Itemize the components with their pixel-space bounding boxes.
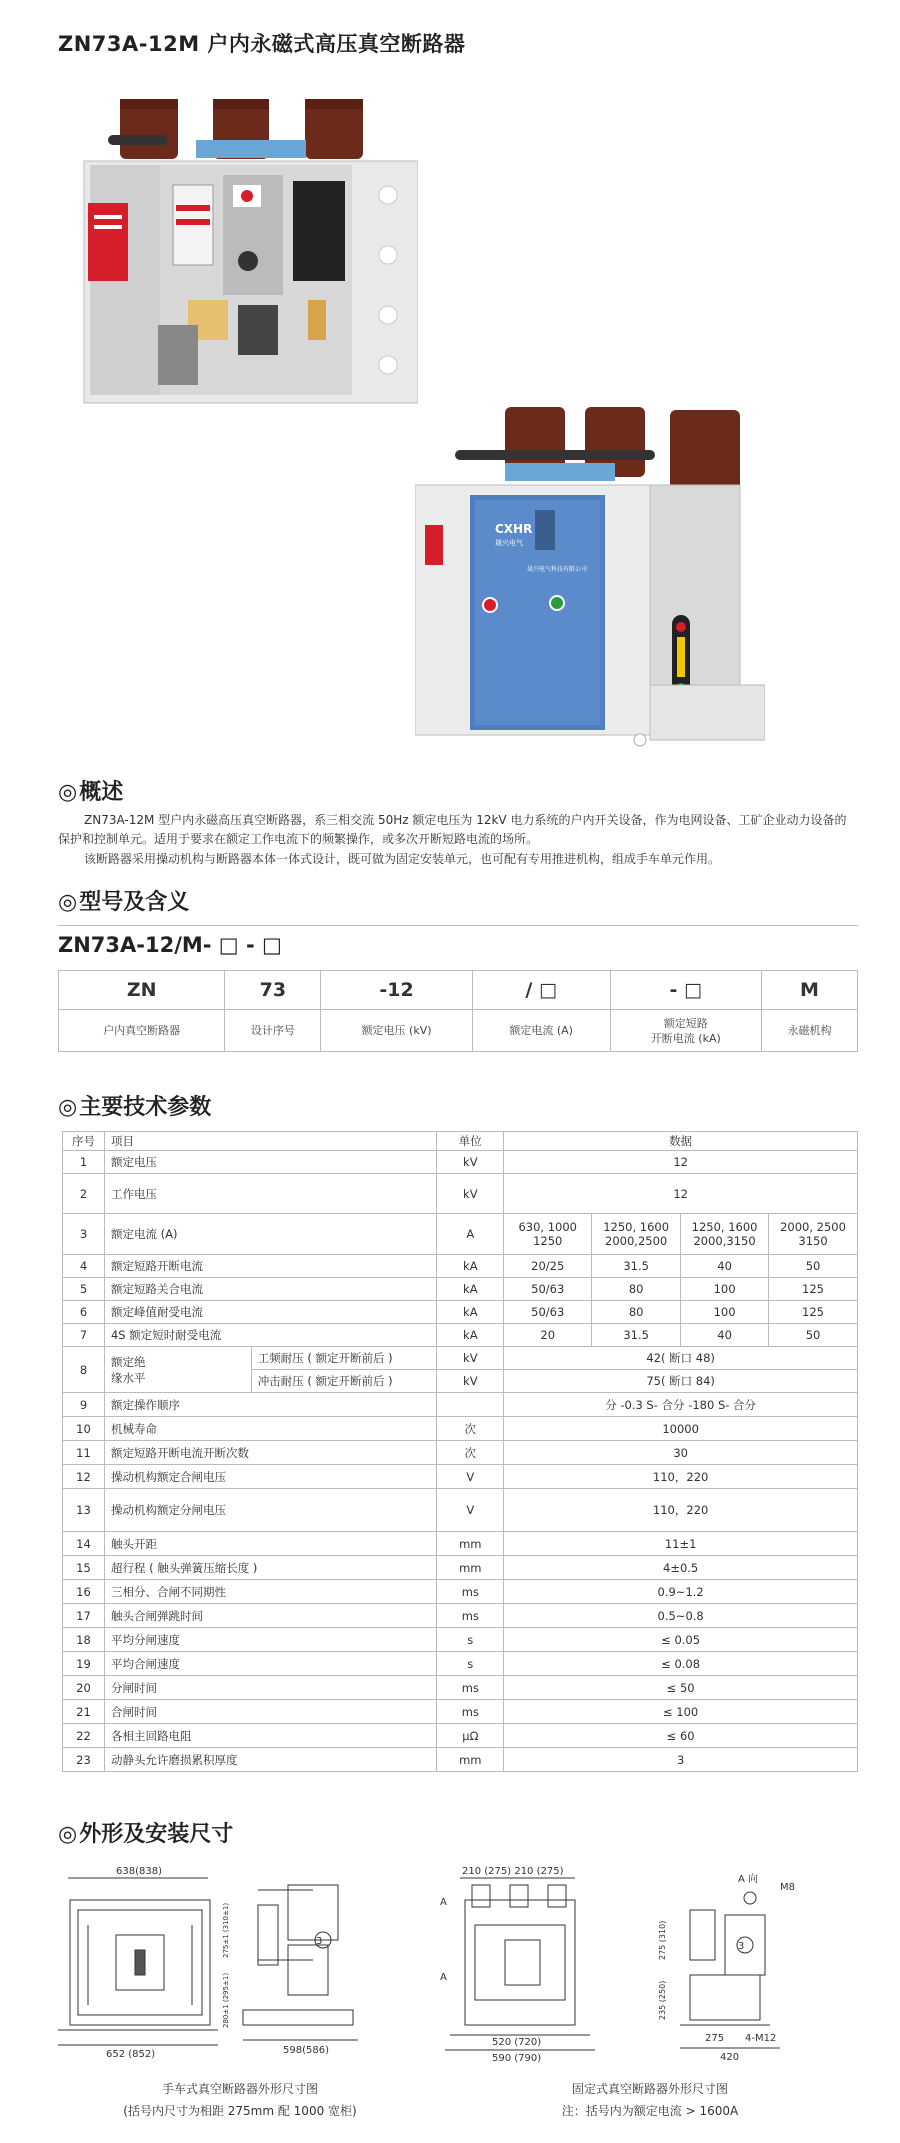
model-code-cell: 73 bbox=[225, 971, 321, 1010]
divider bbox=[58, 925, 858, 926]
table-row: 7 4S 额定短时耐受电流 kA 20 31.5 40 50 bbox=[63, 1324, 858, 1347]
model-meaning-cell: 设计序号 bbox=[225, 1010, 321, 1052]
table-row: 21 合闸时间 ms ≤ 100 bbox=[63, 1700, 858, 1724]
table-row: 16 三相分、合闸不同期性 ms 0.9~1.2 bbox=[63, 1580, 858, 1604]
dimensions-heading bbox=[58, 1817, 233, 1848]
view-label: A 向 bbox=[738, 1874, 759, 1885]
params-heading-text: 主要技术参数 bbox=[79, 1095, 212, 1120]
model-code-cell: / □ bbox=[472, 971, 610, 1010]
bolt-label: 4-M12 bbox=[745, 2033, 777, 2044]
section-mark-icon: ◎ bbox=[58, 890, 78, 915]
front-panel-brand: CXHR bbox=[495, 522, 533, 536]
table-header-row: 序号 项目 单位 数据 bbox=[63, 1132, 858, 1151]
model-heading bbox=[58, 885, 189, 916]
page-title: ZN73A-12M 户内永磁式高压真空断路器 bbox=[58, 32, 466, 56]
model-meaning-cell: 户内真空断路器 bbox=[59, 1010, 225, 1052]
section-mark-icon: ◎ bbox=[58, 780, 78, 805]
label-a-2: A bbox=[440, 1972, 447, 1983]
dim-w2: 590 (790) bbox=[492, 2053, 542, 2064]
table-row: 1 额定电压 kV 12 bbox=[63, 1151, 858, 1174]
overview-paragraph-1: ZN73A-12M 型户内永磁高压真空断路器，系三相交流 50Hz 额定电压为 12kV 电力系统的户内开关设备，作为电网设备、工矿企业动力设备的保护和控制单元。适用于要求在额定工作电流下的频繁操作，或多次开断短路电流的场所。 bbox=[58, 813, 847, 846]
overview-heading bbox=[58, 775, 123, 806]
fixed-caption-note: 注：括号内为额定电流 > 1600A bbox=[561, 2104, 739, 2118]
table-row: 8 额定绝 缘水平 工频耐压 ( 额定开断前后 ) kV 42( 断口 48) bbox=[63, 1347, 858, 1370]
dim-d1: 275 bbox=[705, 2033, 725, 2044]
model-code-cell: -12 bbox=[321, 971, 472, 1010]
model-meaning-cell: 额定电压 (kV) bbox=[321, 1010, 472, 1052]
model-code-cell: ZN bbox=[59, 971, 225, 1010]
dim-h1: 275±1 (310±1) bbox=[222, 1902, 230, 1958]
front-panel-company: 晟兴电气科技有限公司 bbox=[527, 566, 588, 573]
model-meaning-cell: 永磁机构 bbox=[761, 1010, 857, 1052]
overview-paragraph-2: 该断路器采用操动机构与断路器本体一体式设计，既可做为固定安装单元，也可配有专用推进机构，组成手车单元作用。 bbox=[84, 852, 721, 866]
table-row: 20 分闸时间 ms ≤ 50 bbox=[63, 1676, 858, 1700]
handcart-caption: 手车式真空断路器外形尺寸图 bbox=[161, 2082, 318, 2096]
dim-h2: 235 (250) bbox=[658, 1980, 667, 2020]
model-heading-text: 型号及含义 bbox=[79, 890, 190, 915]
product-photo-open-view bbox=[68, 95, 418, 410]
label-3: 3 bbox=[316, 1936, 323, 1947]
table-row: 18 平均分闸速度 s ≤ 0.05 bbox=[63, 1628, 858, 1652]
model-meaning-cell: 额定电流 (A) bbox=[472, 1010, 610, 1052]
product-photo-front-view bbox=[415, 405, 765, 755]
table-row: 13 操动机构额定分闸电压 V 110，220 bbox=[63, 1489, 858, 1532]
params-heading bbox=[58, 1090, 211, 1121]
dim-w1: 520 (720) bbox=[492, 2037, 542, 2048]
model-meaning-cell: 额定短路 开断电流 (kA) bbox=[610, 1010, 761, 1052]
table-row: 14 触头开距 mm 11±1 bbox=[63, 1532, 858, 1556]
model-code-cell: M bbox=[761, 971, 857, 1010]
dimensions-heading-text: 外形及安装尺寸 bbox=[79, 1822, 234, 1847]
dim-d2: 420 bbox=[720, 2052, 740, 2063]
table-row: 22 各相主回路电阻 μΩ ≤ 60 bbox=[63, 1724, 858, 1748]
table-row: 5 额定短路关合电流 kA 50/63 80 100 125 bbox=[63, 1278, 858, 1301]
table-row: 10 机械寿命 次 10000 bbox=[63, 1417, 858, 1441]
table-row: 2 工作电压 kV 12 bbox=[63, 1174, 858, 1214]
table-row: 9 额定操作顺序 分 -0.3 S- 合分 -180 S- 合分 bbox=[63, 1393, 858, 1417]
dim-width-bottom: 652 (852) bbox=[106, 2049, 156, 2060]
dim-h2: 280±1 (295±1) bbox=[222, 1972, 230, 2028]
table-row: 17 触头合闸弹跳时间 ms 0.5~0.8 bbox=[63, 1604, 858, 1628]
table-row: 15 超行程 ( 触头弹簧压缩长度 ) mm 4±0.5 bbox=[63, 1556, 858, 1580]
overview-heading-text: 概述 bbox=[79, 780, 124, 805]
dim-h1: 275 (310) bbox=[658, 1920, 667, 1960]
table-row: 4 额定短路开断电流 kA 20/25 31.5 40 50 bbox=[63, 1255, 858, 1278]
table-row: 11 额定短路开断电流开断次数 次 30 bbox=[63, 1441, 858, 1465]
fixed-type-dimension-drawing bbox=[440, 1860, 860, 2065]
model-table bbox=[58, 970, 858, 1052]
table-row: 12 操动机构额定合闸电压 V 110，220 bbox=[63, 1465, 858, 1489]
model-code: ZN73A-12/M- □ - □ bbox=[58, 933, 282, 957]
dim-pitch: 210 (275) 210 (275) bbox=[462, 1866, 564, 1877]
table-row: 3 额定电流 (A) A 630, 1000 1250 1250, 1600 2000,2500 1250, 1600 2000,3150 2000, 2500 3150 bbox=[63, 1214, 858, 1255]
handcart-dimension-drawing bbox=[58, 1860, 418, 2060]
thread-label: M8 bbox=[780, 1882, 795, 1893]
section-mark-icon: ◎ bbox=[58, 1095, 78, 1120]
fixed-caption: 固定式真空断路器外形尺寸图 bbox=[571, 2082, 728, 2096]
table-row: 冲击耐压 ( 额定开断前后 ) kV 75( 断口 84) bbox=[63, 1370, 858, 1393]
table-row: 23 动静头允许磨损累积厚度 mm 3 bbox=[63, 1748, 858, 1772]
label-3: 3 bbox=[738, 1941, 745, 1952]
model-code-cell: - □ bbox=[610, 971, 761, 1010]
table-row: 19 平均合闸速度 s ≤ 0.08 bbox=[63, 1652, 858, 1676]
section-mark-icon: ◎ bbox=[58, 1822, 78, 1847]
params-table bbox=[62, 1131, 858, 1772]
handcart-caption-note: (括号内尺寸为相距 275mm 配 1000 宽柜) bbox=[123, 2104, 357, 2118]
table-row: 6 额定峰值耐受电流 kA 50/63 80 100 125 bbox=[63, 1301, 858, 1324]
front-panel-brand-sub: 晟兴电气 bbox=[495, 539, 523, 547]
dim-width-top: 638(838) bbox=[116, 1866, 162, 1877]
label-a-1: A bbox=[440, 1897, 447, 1908]
dim-depth: 598(586) bbox=[283, 2045, 329, 2056]
